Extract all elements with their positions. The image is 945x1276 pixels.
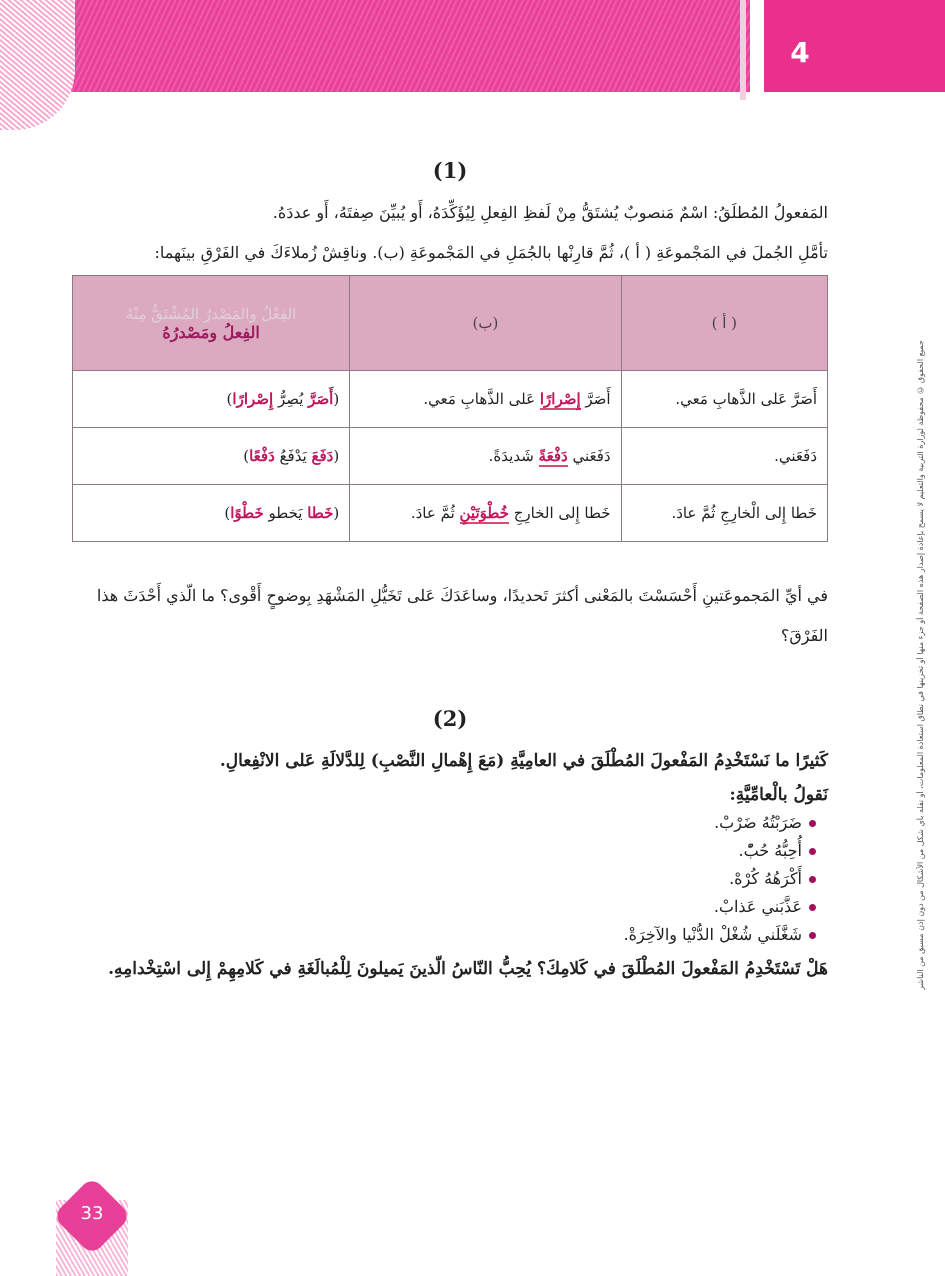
header-divider xyxy=(740,0,746,100)
cell-c xyxy=(73,428,350,485)
section-1-question: في أيِّ المَجموعَتينِ أَحْسَسْتَ بالمَعْنى أكثرَ تَحديدًا، وساعَدَكَ عَلى تَخَيُّلِ المَشْهَدِ بِوضوحٍ أَقْوى؟ ما الّذي أَحْدَثَ هذا الفَرْقَ؟ xyxy=(96,586,828,645)
cell-a: أَصَرَّ عَلى الذَّهابِ مَعي. xyxy=(621,371,827,428)
cell-c-mid: يَدْفَعُ xyxy=(274,447,312,465)
cell-c-open: ( xyxy=(333,504,340,522)
copyright-side-note: جميع الحقوق © محفوظة لوزارة التربية والتعليم لا يسمح بإعادة إصدار هذه الصفحة أو جزء منها أو تخزينها في نطاق استعادة المعلومات، أو نقله بأي شكل من الأشكال من دون إذن مسبق من الناشر xyxy=(916,340,925,990)
cell-b-before: دَفَعَني xyxy=(567,447,611,465)
cell-c xyxy=(73,371,350,428)
cell-c-verb: دَفَعَ xyxy=(311,447,334,465)
section-2-question: هَلْ تَسْتَخْدِمُ المَفْعولَ المُطْلَقَ في كَلامِكَ؟ يُحِبُّ النّاسُ الّذينَ يَميلونَ لِلْمُبالَغَةِ في كَلامِهِمْ إِلى اسْتِخْدامِهِ. xyxy=(108,959,828,979)
cell-c-verb: أَصَرَّ xyxy=(308,390,334,408)
cell-c-open: ( xyxy=(333,390,340,408)
cell-c-mid: يُصِرُّ xyxy=(273,390,309,408)
header-verb-source-line1: الفِعْلُ والمَصْدرُ المُشْتَقُّ مِنْهُ xyxy=(125,304,297,323)
cell-b-after: عَلى الذَّهابِ مَعي. xyxy=(423,390,540,408)
instruction-text: تأمَّلِ الجُملَ في المَجْموعَةِ ( أ )، ثُمَّ قارِنْها بالجُمَلِ في المَجْموعَةِ (ب). وناقِشْ زُملاءَكَ في الفَرْقِ بينَهما: xyxy=(154,243,828,262)
section-2-title: (2) xyxy=(432,706,468,731)
table-header-row xyxy=(73,276,828,371)
header-verb-source xyxy=(73,276,350,371)
colloquial-examples-list xyxy=(72,809,828,949)
cell-c-close: ) xyxy=(243,447,250,465)
cell-b xyxy=(350,371,621,428)
cell-a: دَفَعَني. xyxy=(621,428,827,485)
cell-b-after: ثُمَّ عادَ. xyxy=(410,504,460,522)
list-item: ضَرَبْتُهُ ضَرْبْ. xyxy=(72,809,816,837)
list-item: شَغَّلَني شُغْلْ الدُّنْيا والآخِرَةْ. xyxy=(72,921,816,949)
table-row xyxy=(73,485,828,542)
header-group-b: (ب) xyxy=(350,276,621,371)
cell-c-source: إِصْرارًا xyxy=(232,390,274,408)
list-item: أُحِبُّهُ حُبّْ. xyxy=(72,837,816,865)
cell-b-highlight: خُطْوَتَيْنِ xyxy=(459,504,509,522)
header-gap xyxy=(750,0,764,100)
section-2-lead: نَقولُ بالْعامِّيَّةِ: xyxy=(729,785,828,805)
table-row xyxy=(73,428,828,485)
definition-text: المَفعولُ المُطلَقُ: اسْمٌ مَنصوبٌ يُشتَقُّ مِنْ لَفظِ الفِعلِ لِيُؤَكِّدَهُ، أَو يُبيِّنَ صِفتَهُ، أَو عددَهُ. xyxy=(272,203,828,222)
cell-b-before: أَصَرَّ xyxy=(580,390,611,408)
list-item: أَكْرَهُهُ كُرْهْ. xyxy=(72,865,816,893)
page-content xyxy=(72,150,828,989)
cell-b-highlight: إِصْرارًا xyxy=(539,390,581,408)
section-2-intro: كَثيرًا ما نَسْتَخْدِمُ المَفْعولَ المُطْلَقَ في العامِيَّةِ (مَعَ إِهْمالِ النَّصْبِ) لِلدَّلالَةِ عَلى الانْفِعالِ. xyxy=(219,751,828,771)
cell-c-close: ) xyxy=(224,504,231,522)
cell-c-open: ( xyxy=(333,447,340,465)
cell-b-highlight: دَفْعَةً xyxy=(538,447,568,465)
section-1-title: (1) xyxy=(432,158,468,183)
cell-a: خَطا إِلى الْخارِجِ ثُمَّ عادَ. xyxy=(621,485,827,542)
table-row xyxy=(73,371,828,428)
unit-number: 4 xyxy=(790,36,810,69)
cell-b-before: خَطا إِلى الخارِجِ xyxy=(508,504,611,522)
cell-b xyxy=(350,485,621,542)
cell-b xyxy=(350,428,621,485)
header-group-a: ( أ ) xyxy=(621,276,827,371)
page-number: 33 xyxy=(80,1203,104,1224)
list-item: عَذَّبَني عَذابْ. xyxy=(72,893,816,921)
cell-b-after: شَديدَةً. xyxy=(488,447,539,465)
comparison-table xyxy=(72,275,828,542)
cell-c-source: دَفْعًا xyxy=(249,447,275,465)
cell-c-verb: خَطا xyxy=(307,504,334,522)
header-verb-source-line2: الفِعلُ ومَصْدرُهُ xyxy=(162,322,260,342)
cell-c-mid: يَخطو xyxy=(263,504,308,522)
cell-c-close: ) xyxy=(226,390,233,408)
header-corner-decoration xyxy=(0,0,75,130)
cell-c-source: خَطْوًا xyxy=(230,504,264,522)
cell-c xyxy=(73,485,350,542)
